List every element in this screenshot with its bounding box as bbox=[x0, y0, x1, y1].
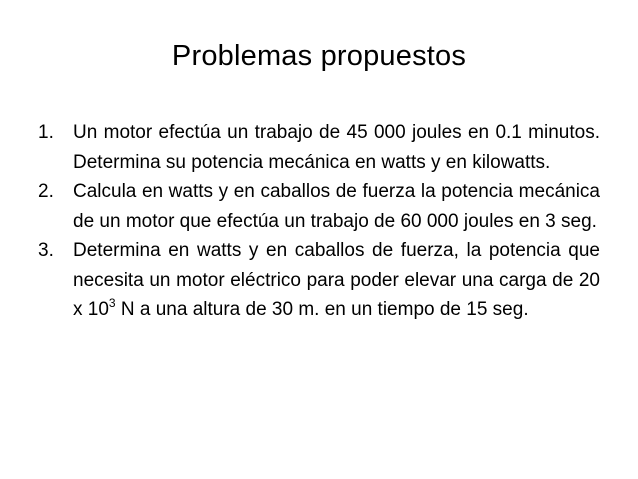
problem-text: Un motor efectúa un trabajo de 45 000 joules en 0.1 minutos. Determina su potencia mecánica en watts y en kilowatts. bbox=[73, 122, 600, 173]
problem-text-after-exponent: N a una altura de 30 m. en un tiempo de 15 seg. bbox=[115, 299, 529, 320]
problem-text-before-exponent: Determina en watts y en caballos de fuerza, la potencia que necesita un motor eléctrico para poder elevar una carga de 20 x 10 bbox=[73, 240, 600, 320]
problem-number: 3. bbox=[38, 240, 54, 261]
problem-list bbox=[38, 118, 600, 325]
problem-text bbox=[73, 236, 600, 325]
slide-title: Problemas propuestos bbox=[171, 40, 467, 72]
problem-text: Calcula en watts y en caballos de fuerza la potencia mecánica de un motor que efectúa un trabajo de 60 000 joules en 3 seg. bbox=[73, 181, 600, 232]
problem-item-2 bbox=[38, 177, 600, 236]
problem-item-3 bbox=[38, 236, 600, 325]
problem-item-1 bbox=[38, 118, 600, 177]
problem-number: 2. bbox=[38, 181, 54, 202]
problem-number: 1. bbox=[38, 122, 54, 143]
exponent: 3 bbox=[108, 295, 116, 310]
